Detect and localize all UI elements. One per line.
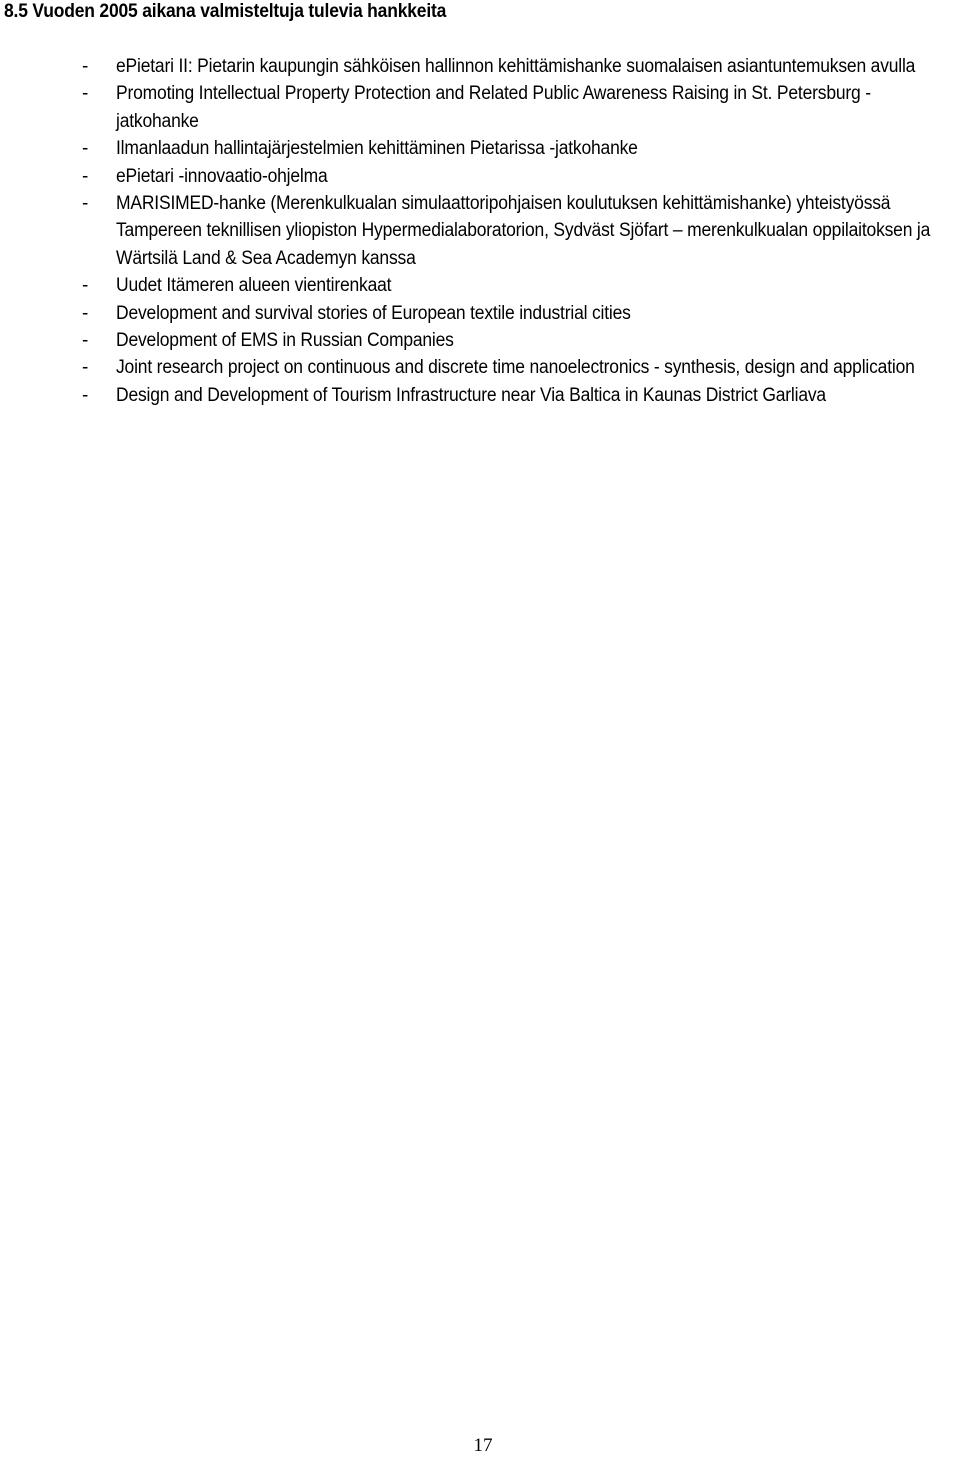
bullet-dash: - <box>82 193 89 215</box>
section-heading: 8.5 Vuoden 2005 aikana valmisteltuja tulevia hankkeita <box>4 1 447 22</box>
bullet-dash: - <box>82 56 89 77</box>
list-item <box>0 272 938 299</box>
list-item-text: Development of EMS in Russian Companies <box>116 330 454 352</box>
list-item <box>0 190 938 272</box>
project-list <box>0 53 960 409</box>
list-item-text: Ilmanlaadun hallintajärjestelmien kehittäminen Pietarissa -jatkohanke <box>116 138 638 160</box>
bullet-dash: - <box>82 384 89 406</box>
list-item <box>0 163 938 190</box>
page-number: 17 <box>473 1435 493 1456</box>
list-item <box>0 80 938 135</box>
list-item <box>0 354 938 381</box>
bullet-dash: - <box>82 330 89 352</box>
bullet-dash: - <box>82 165 89 187</box>
list-item-text: Promoting Intellectual Property Protection and Related Public Awareness Raising in St. Petersburg -jatkohanke <box>116 83 871 132</box>
list-item <box>0 135 938 162</box>
list-item-text: Design and Development of Tourism Infrastructure near Via Baltica in Kaunas District Garliava <box>116 384 826 406</box>
list-item <box>0 53 938 80</box>
bullet-dash: - <box>82 302 89 324</box>
list-item <box>0 382 938 409</box>
list-item <box>0 327 938 354</box>
list-item-text: ePietari II: Pietarin kaupungin sähköisen hallinnon kehittämishanke suomalaisen asiantuntemuksen avulla <box>116 56 916 77</box>
bullet-dash: - <box>82 275 89 297</box>
list-item <box>0 300 938 327</box>
bullet-dash: - <box>82 357 89 379</box>
list-item-text: MARISIMED-hanke (Merenkulkualan simulaattoripohjaisen koulutuksen kehittämishanke) yhteistyössä Tampereen teknillisen yliopiston Hypermedialaboratorion, Sydväst Sjöfart – merenkulkualan oppilaitoksen ja Wärtsilä Land & Sea Academyn kanssa <box>116 193 931 269</box>
bullet-dash: - <box>82 83 89 105</box>
list-item-text: ePietari -innovaatio-ohjelma <box>116 165 328 187</box>
list-item-text: Joint research project on continuous and discrete time nanoelectronics - synthesis, design and application <box>116 357 915 379</box>
list-item-text: Uudet Itämeren alueen vientirenkaat <box>116 275 392 297</box>
bullet-dash: - <box>82 138 89 160</box>
list-item-text: Development and survival stories of European textile industrial cities <box>116 302 631 324</box>
